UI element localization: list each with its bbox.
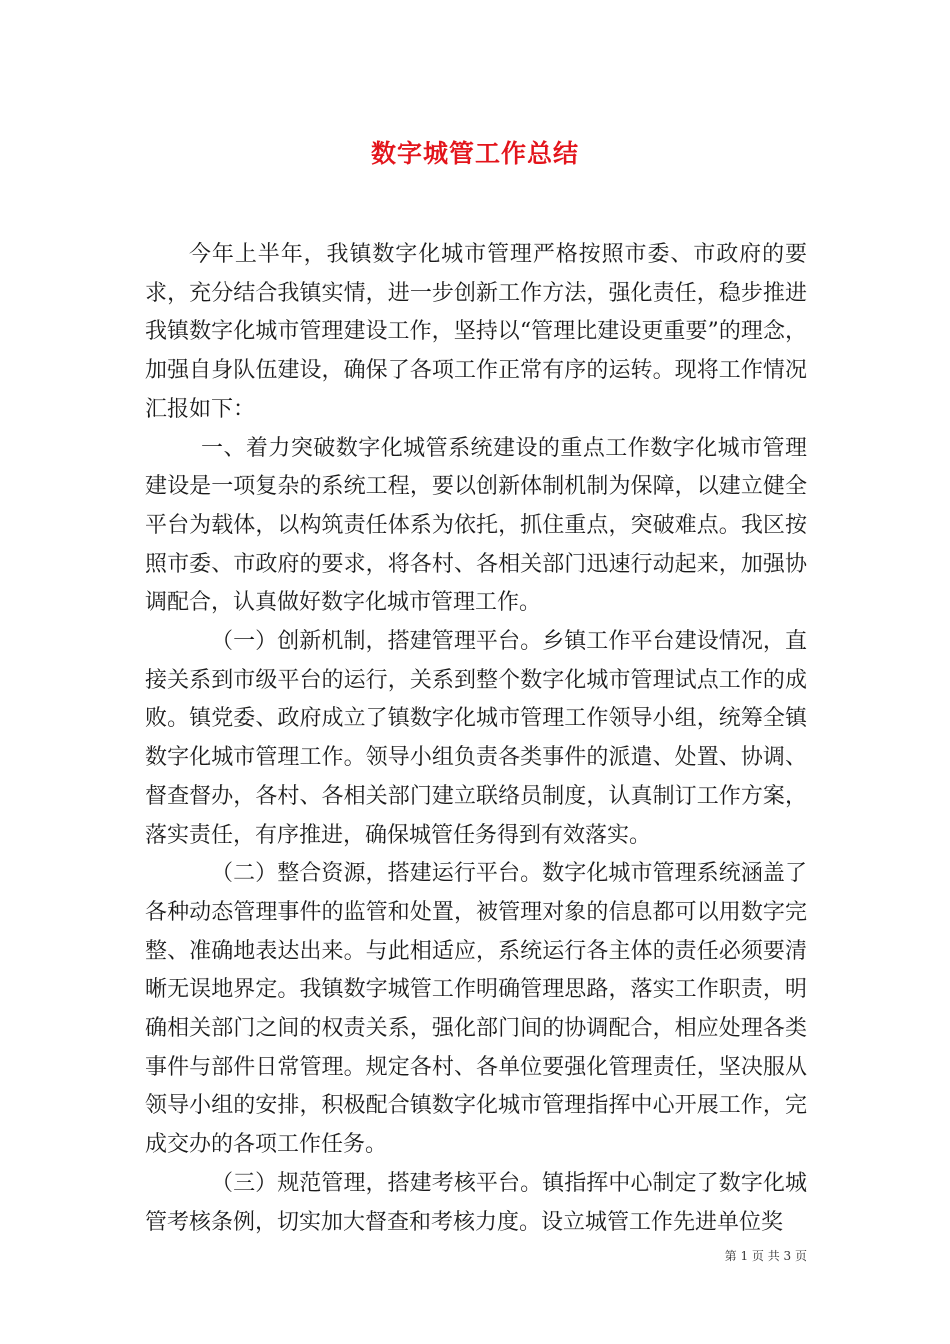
document-body: [145, 236, 807, 1242]
paragraph-section-1: 一、着力突破数字化城管系统建设的重点工作数字化城市管理建设是一项复杂的系统工程，要以创新体制机制为保障，以建立健全平台为载体，以构筑责任体系为依托，抓住重点，突破难点。我区按照市委、市政府的要求，将各村、各相关部门迅速行动起来，加强协调配合，认真做好数字化城市管理工作。: [145, 435, 807, 616]
page-number: 第 1 页 共 3 页: [724, 1249, 807, 1263]
paragraph-subsection-1: （一）创新机制，搭建管理平台。乡镇工作平台建设情况，直接关系到市级平台的运行，关系到整个数字化城市管理试点工作的成败。镇党委、政府成立了镇数字化城市管理工作领导小组，统筹全镇数字化城市管理工作。领导小组负责各类事件的派遣、处置、协调、督查督办，各村、各相关部门建立联络员制度，认真制订工作方案，落实责任，有序推进，确保城管任务得到有效落实。: [145, 629, 807, 848]
paragraph-subsection-3: （三）规范管理，搭建考核平台。镇指挥中心制定了数字化城管考核条例，切实加大督查和考核力度。设立城管工作先进单位奖: [145, 1170, 807, 1235]
paragraph-subsection-2: （二）整合资源，搭建运行平台。数字化城市管理系统涵盖了各种动态管理事件的监管和处置，被管理对象的信息都可以用数字完整、准确地表达出来。与此相适应，系统运行各主体的责任必须要清晰无误地界定。我镇数字城管工作明确管理思路，落实工作职责，明确相关部门之间的权责关系，强化部门间的协调配合，相应处理各类事件与部件日常管理。规定各村、各单位要强化管理责任，坚决服从领导小组的安排，积极配合镇数字化城市管理指挥中心开展工作，完成交办的各项工作任务。: [145, 861, 807, 1158]
paragraph-intro: 今年上半年，我镇数字化城市管理严格按照市委、市政府的要求，充分结合我镇实情，进一步创新工作方法，强化责任，稳步推进我镇数字化城市管理建设工作，坚持以“管理比建设更重要”的理念，加强自身队伍建设，确保了各项工作正常有序的运转。现将工作情况汇报如下：: [145, 242, 807, 422]
document-title: 数字城管工作总结: [370, 139, 579, 168]
